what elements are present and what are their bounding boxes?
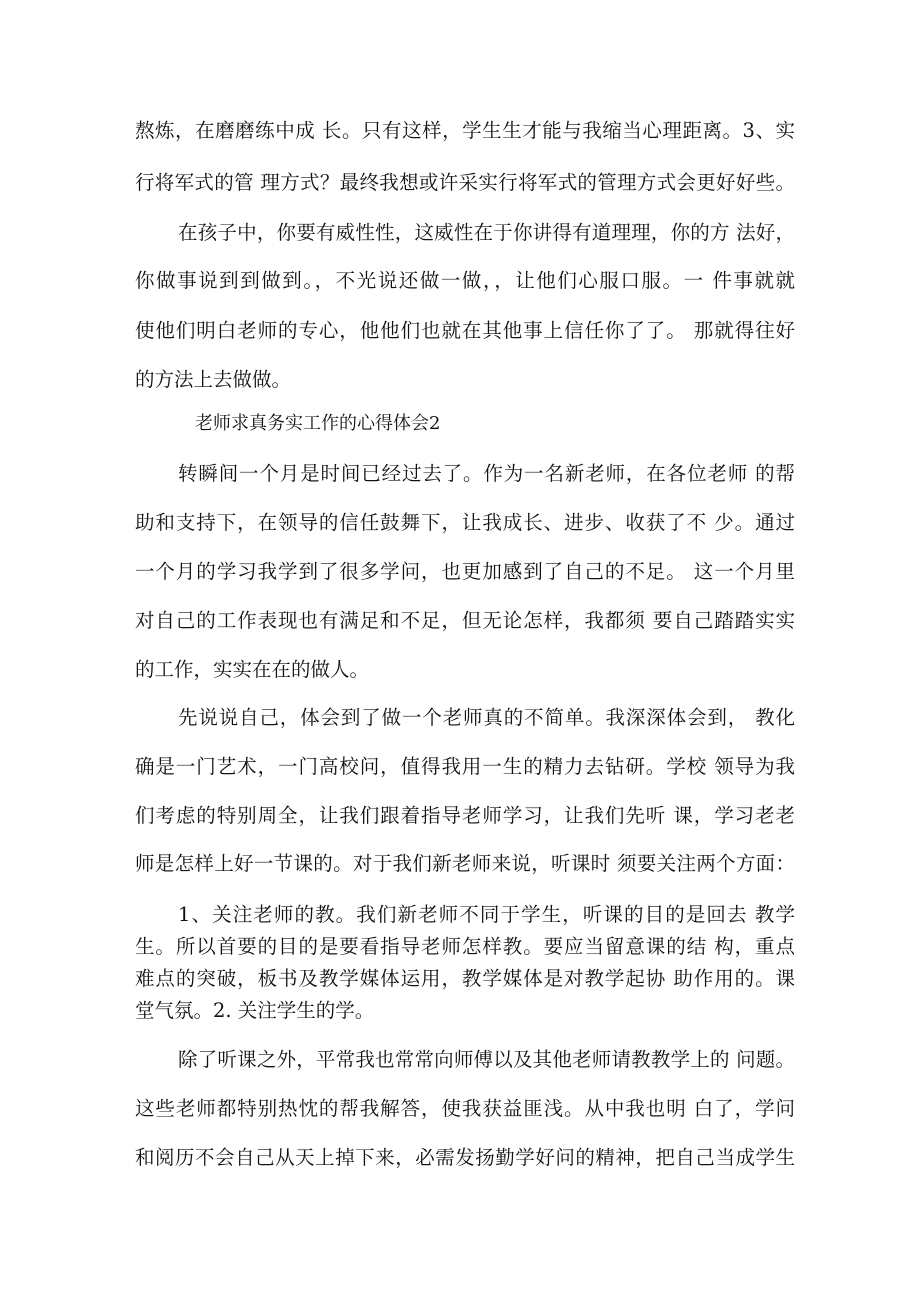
text-line: 和阅历不会自己从天上掉下来，必需发扬勤学好问的精神，把自己当成学生 [135,1146,795,1169]
text-line: 一个月的学习我学到了很多学问，也更加感到了自己的不足。 这一个月里 [135,560,795,583]
text-line: 师是怎样上好一节课的。对于我们新老师来说，听课时 须要关注两个方面： [135,852,795,875]
text-line: 使他们明白老师的专心，他他们也就在其他事上信任你了了。 那就得往好 [135,319,795,342]
section-heading: 老师求真务实工作的心得体会2 [195,413,441,434]
text-line: 熬炼，在磨磨练中成 长。只有这样，学生生才能与我缩当心理距离。3、实 [135,119,795,142]
text-line: 1、关注老师的教。我们新老师不同于学生，听课的目的是回去 教学 [178,903,795,926]
text-line: 的工作，实实在在的做人。 [135,658,370,681]
text-line: 确是一门艺术，一门高校问，值得我用一生的精力去钻研。学校 领导为我 [135,755,795,778]
text-line: 生。所以首要的目的是要看指导老师怎样教。要应当留意课的结 构，重点 [135,935,795,958]
text-line: 转瞬间一个月是时间已经过去了。作为一名新老师，在各位老师 的帮 [178,462,795,485]
text-line: 对自己的工作表现也有满足和不足，但无论怎样，我都须 要自己踏踏实实 [135,609,795,632]
text-line: 的方法上去做做。 [135,368,292,391]
text-line: 助和支持下，在领导的信任鼓舞下，让我成长、进步、收获了不 少。通过 [135,511,795,534]
text-line: 在孩子中，你要有威性性，这威性在于你讲得有道理理，你的方 法好， [178,221,795,244]
text-line: 先说说自己，体会到了做一个老师真的不简单。我深深体会到， 教化 [178,706,795,729]
text-line: 你做事说到到做到。，不光说还做一做，，让他们心服口服。一 件事就就 [135,269,795,292]
text-line: 堂气氛。2. 关注学生的学。 [135,999,375,1022]
text-line: 这些老师都特别热忱的帮我解答，使我获益匪浅。从中我也明 白了，学问 [135,1097,795,1120]
text-line: 们考虑的特别周全，让我们跟着指导老师学习，让我们先听 课，学习老老 [135,804,795,827]
text-line: 行将军式的管 理方式？最终我想或许采实行将军式的管理方式会更好好些。 [135,171,795,194]
text-line: 难点的突破，板书及教学媒体运用，教学媒体是对教学起协 助作用的。课 [135,967,795,990]
text-line: 除了听课之外，平常我也常常向师傅以及其他老师请教教学上的 问题。 [178,1048,795,1071]
